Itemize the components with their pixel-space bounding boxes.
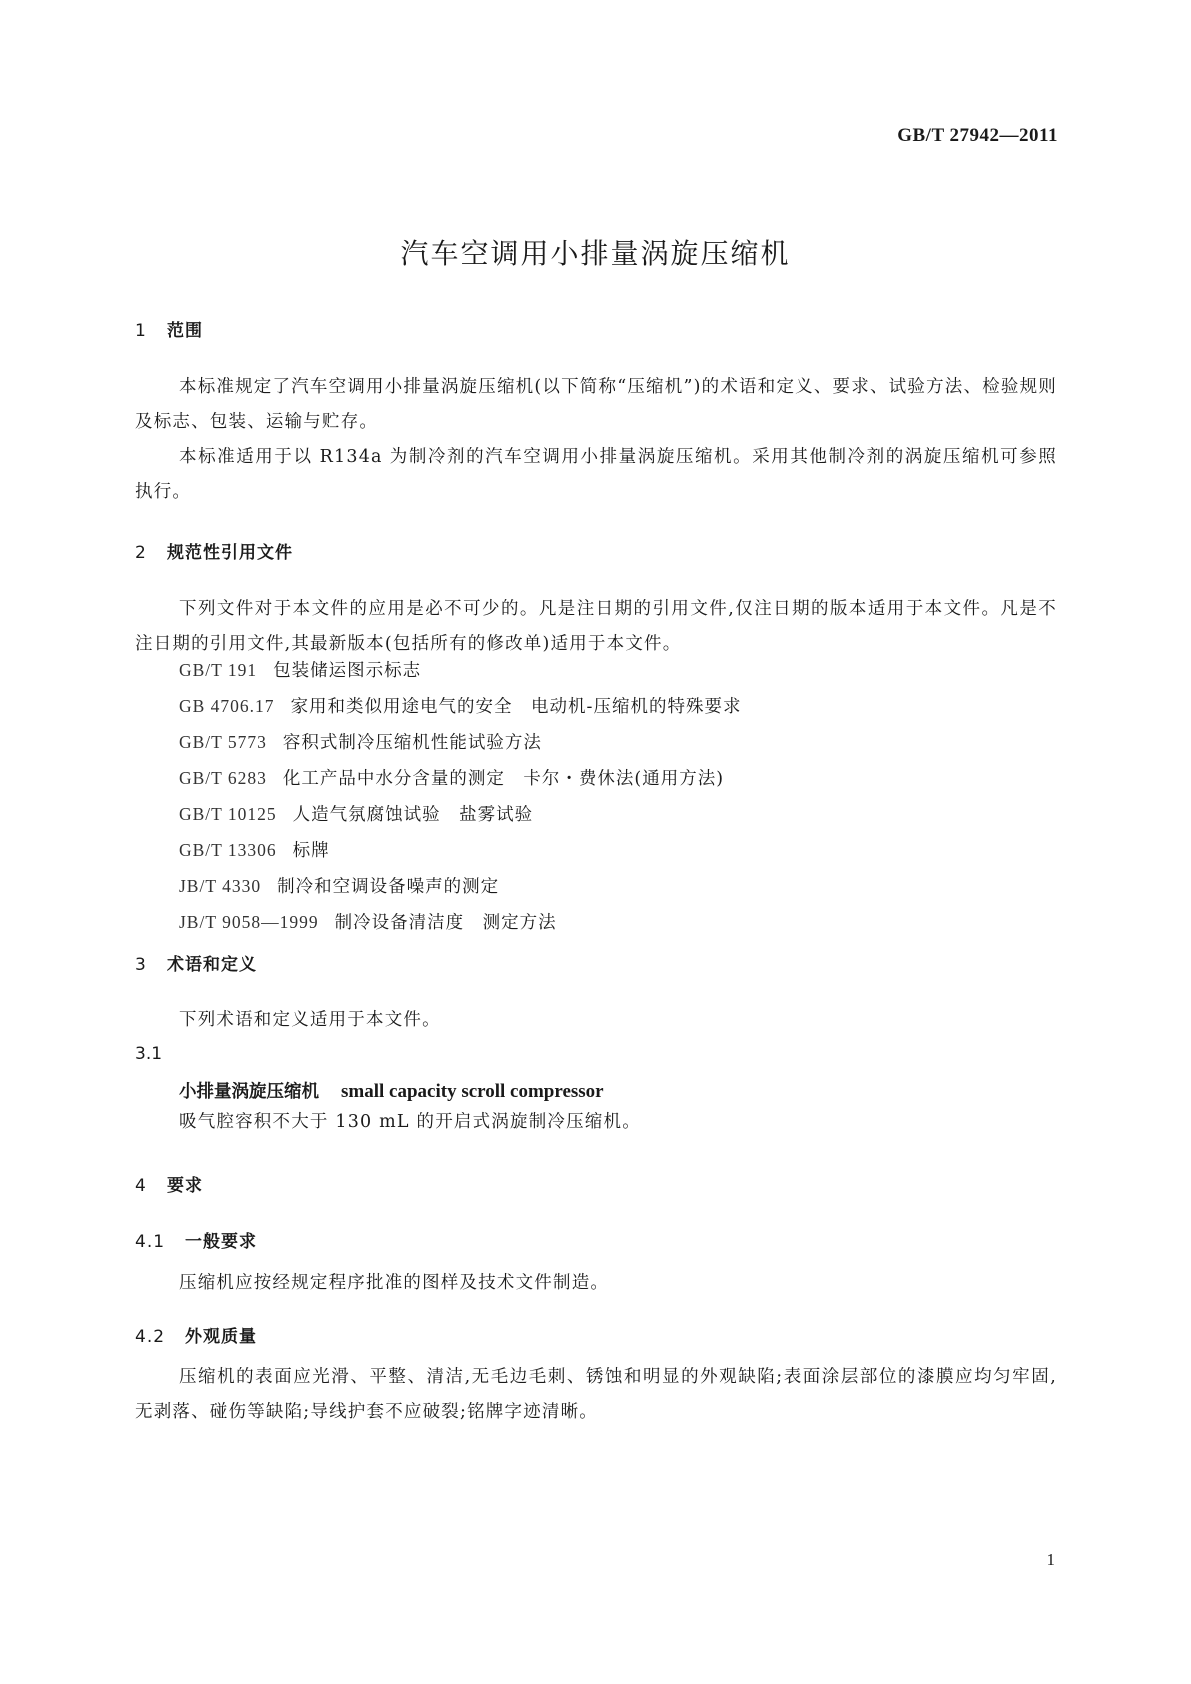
reference-code: GB/T 10125 <box>179 804 277 824</box>
section-3-intro: 下列术语和定义适用于本文件。 <box>179 1010 441 1030</box>
term-name-en: small capacity scroll compressor <box>341 1081 604 1102</box>
section-3-heading <box>135 950 257 975</box>
section-1-paragraph-1: 本标准规定了汽车空调用小排量涡旋压缩机(以下简称“压缩机”)的术语和定义、要求、试验方法、检验规则及标志、包装、运输与贮存。 <box>135 377 1057 432</box>
reference-item <box>179 689 741 725</box>
section-1-heading <box>135 316 203 341</box>
section-number: 2 <box>135 543 147 563</box>
section-number: 4 <box>135 1176 147 1196</box>
reference-item <box>179 833 741 869</box>
reference-code: GB/T 191 <box>179 660 258 680</box>
reference-code: JB/T 4330 <box>179 876 262 896</box>
reference-code: GB 4706.17 <box>179 696 275 716</box>
section-title: 范围 <box>167 321 203 341</box>
term-entry <box>179 1078 604 1103</box>
reference-title: 包装储运图示标志 <box>273 661 422 681</box>
subsection-4-1-text: 压缩机应按经规定程序批准的图样及技术文件制造。 <box>179 1273 610 1293</box>
reference-title: 容积式制冷压缩机性能试验方法 <box>282 733 542 753</box>
section-2-intro: 下列文件对于本文件的应用是必不可少的。凡是注日期的引用文件,仅注日期的版本适用于本文件。凡是不注日期的引用文件,其最新版本(包括所有的修改单)适用于本文件。 <box>135 599 1057 654</box>
subsection-4-1-heading <box>135 1227 257 1252</box>
subsection-number: 4.1 <box>135 1232 166 1252</box>
reference-code: GB/T 6283 <box>179 768 267 788</box>
normative-references-list <box>179 653 741 941</box>
reference-title: 标牌 <box>292 841 330 861</box>
subsection-title: 外观质量 <box>185 1327 257 1347</box>
reference-title: 制冷和空调设备噪声的测定 <box>277 877 500 897</box>
subsection-title: 一般要求 <box>185 1232 257 1252</box>
section-number: 1 <box>135 321 147 341</box>
subsection-4-2-text: 压缩机的表面应光滑、平整、清洁,无毛边毛刺、锈蚀和明显的外观缺陷;表面涂层部位的漆膜应均匀牢固,无剥落、碰伤等缺陷;导线护套不应破裂;铭牌字迹清晰。 <box>135 1367 1057 1422</box>
reference-title: 人造气氛腐蚀试验 盐雾试验 <box>292 805 534 825</box>
section-number: 3 <box>135 955 147 975</box>
term-name-zh: 小排量涡旋压缩机 <box>179 1082 319 1102</box>
reference-title: 制冷设备清洁度 测定方法 <box>334 913 557 933</box>
reference-title: 家用和类似用途电气的安全 电动机-压缩机的特殊要求 <box>290 697 742 717</box>
term-number: 3.1 <box>135 1044 163 1064</box>
reference-code: JB/T 9058—1999 <box>179 912 319 932</box>
section-title: 规范性引用文件 <box>167 543 293 563</box>
section-title: 术语和定义 <box>167 955 257 975</box>
reference-item <box>179 797 741 833</box>
reference-item <box>179 905 741 941</box>
standard-code: GB/T 27942—2011 <box>897 125 1058 146</box>
reference-code: GB/T 13306 <box>179 840 277 860</box>
document-title: 汽车空调用小排量涡旋压缩机 <box>400 237 791 270</box>
reference-code: GB/T 5773 <box>179 732 267 752</box>
section-4-heading <box>135 1171 203 1196</box>
reference-item <box>179 725 741 761</box>
section-title: 要求 <box>167 1176 203 1196</box>
reference-item <box>179 869 741 905</box>
reference-item <box>179 653 741 689</box>
subsection-4-2-heading <box>135 1322 257 1347</box>
reference-title: 化工产品中水分含量的测定 卡尔・费休法(通用方法) <box>282 769 725 789</box>
section-2-heading <box>135 538 293 563</box>
page-number: 1 <box>1046 1550 1055 1569</box>
reference-item <box>179 761 741 797</box>
subsection-number: 4.2 <box>135 1327 166 1347</box>
term-definition: 吸气腔容积不大于 130 mL 的开启式涡旋制冷压缩机。 <box>179 1112 641 1132</box>
section-1-paragraph-2: 本标准适用于以 R134a 为制冷剂的汽车空调用小排量涡旋压缩机。采用其他制冷剂的涡旋压缩机可参照执行。 <box>135 447 1057 502</box>
